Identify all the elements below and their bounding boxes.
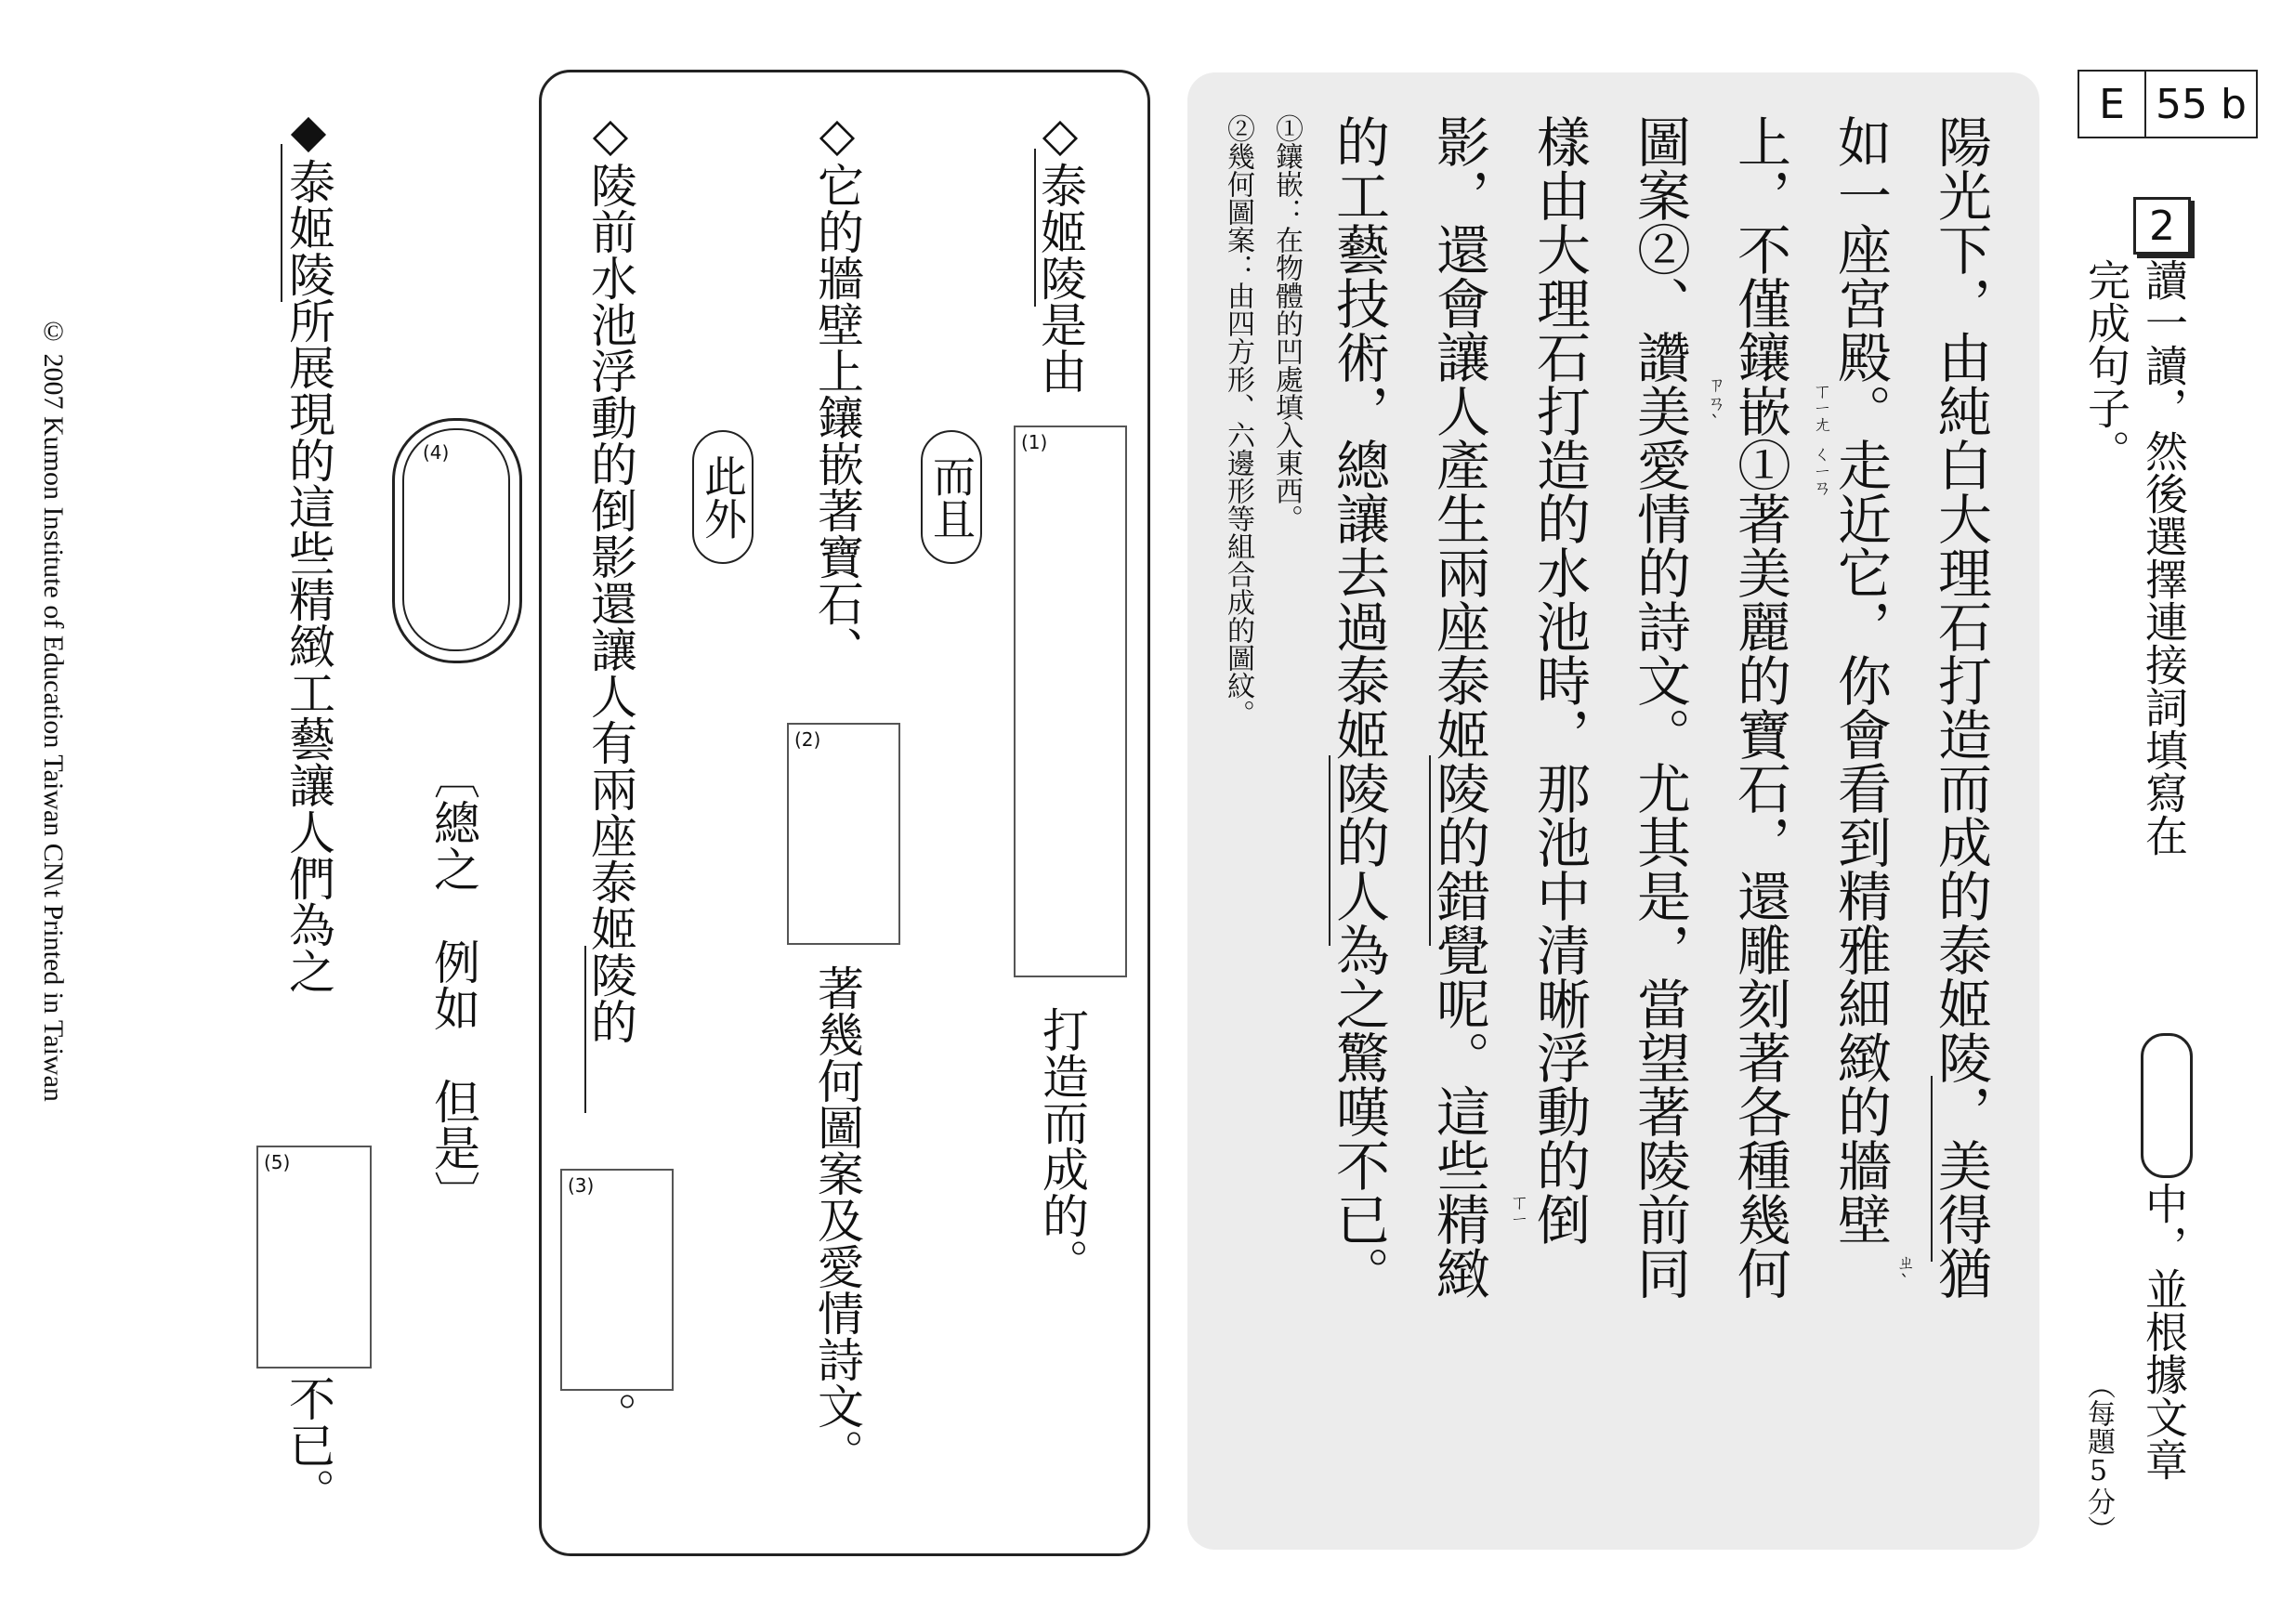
instruction-line1-b: 中，並根據文章 — [2139, 1182, 2189, 1481]
answer-blank-1[interactable]: (1) — [1014, 426, 1127, 977]
answer-oval-4-inner — [402, 428, 510, 651]
instruction-line1-a: 讀一讀，然後選擇連接詞填寫在 — [2139, 258, 2189, 857]
passage-column-4: 圖案②、讚美愛情的詩文。尤其是，當望著陵前同 — [1628, 114, 1691, 1300]
copyright: © 2007 Kumon Institute of Education Taiwan CN\t Printed in Taiwan — [38, 316, 69, 1102]
q3-ending: 。 — [583, 1392, 637, 1438]
ruby-xiang: ㄒㄧㄤ — [1810, 381, 1832, 433]
q5-prompt: ◆泰姬陵所展現的這些精緻工藝讓人們為之 — [282, 104, 335, 994]
underline-taijiling-1 — [1931, 1076, 1933, 1262]
connective-choices: 〔總之 例如 但是〕 — [426, 753, 480, 1217]
q5-ending: 不已。 — [282, 1375, 335, 1514]
answer-blank-5[interactable]: (5) — [256, 1146, 372, 1369]
q2-prompt: ◇它的牆壁上鑲嵌著寶石、 — [810, 108, 864, 673]
ruby-qian: ㄑㄧㄢ — [1810, 444, 1832, 496]
score-note: （每題5分） — [2082, 1371, 2115, 1543]
level-label: E — [2079, 72, 2146, 137]
question-box — [539, 70, 1150, 1556]
instruction-line2: 完成句子。 — [2081, 258, 2131, 472]
answer-oval-4[interactable]: (4) — [392, 418, 522, 663]
passage-column-7: 的工藝技術，總讓去過泰姬陵的人為之驚嘆不已。 — [1327, 114, 1390, 1300]
passage-column-3: 上，不僅鑲嵌①著美麗的寶石，還雕刻著各種幾何 — [1728, 114, 1791, 1300]
underline-q5 — [281, 144, 282, 302]
underline-taijiling-3 — [1329, 755, 1331, 946]
reading-passage — [1187, 72, 2039, 1550]
answer-oval-erqie[interactable]: 而且 — [921, 430, 982, 564]
note-1: ①鑲嵌：在物體的凹處填入東西。 — [1270, 114, 1303, 532]
q1-prompt: ◇泰姬陵是由 — [1033, 108, 1087, 394]
passage-column-1: 陽光下，由純白大理石打造而成的泰姬陵，美得猶 — [1929, 114, 1992, 1300]
answer-blank-2[interactable]: (2) — [787, 723, 900, 945]
underline-taijiling-2 — [1429, 755, 1431, 946]
ruby-zan: ㄗㄢˋ — [1704, 374, 1726, 434]
underline-q1 — [1034, 149, 1036, 307]
ruby-xi: ㄒㄧ — [1507, 1192, 1529, 1225]
page-number: 55 b — [2156, 80, 2247, 128]
passage-column-6: 影，還會讓人產生兩座泰姬陵的錯覺呢。這些精緻 — [1427, 114, 1490, 1300]
ruby-zhi: ㄓˋ — [1894, 1252, 1916, 1293]
q1-ending: 打造而成的。 — [1035, 1006, 1089, 1285]
answer-oval-ciwai[interactable]: 此外 — [692, 430, 754, 564]
q2-ending: 著幾何圖案及愛情詩文。 — [810, 964, 864, 1475]
note-2: ②幾何圖案：由四方形、六邊形等組合成的圖紋。 — [1222, 114, 1254, 727]
oval-answer-icon — [2141, 1033, 2193, 1178]
underline-q3 — [584, 946, 586, 1113]
q3-prompt: ◇陵前水池浮動的倒影還讓人有兩座泰姬陵的 — [583, 108, 637, 1044]
answer-blank-3[interactable]: (3) — [560, 1169, 674, 1391]
page-label — [2078, 70, 2258, 138]
passage-column-2: 如一座宮殿。走近它，你會看到精雅細緻的牆壁 — [1829, 114, 1892, 1246]
passage-column-5: 樣由大理石打造的水池時，那池中清晰浮動的倒 — [1527, 114, 1591, 1246]
question-number: 2 — [2133, 197, 2191, 255]
